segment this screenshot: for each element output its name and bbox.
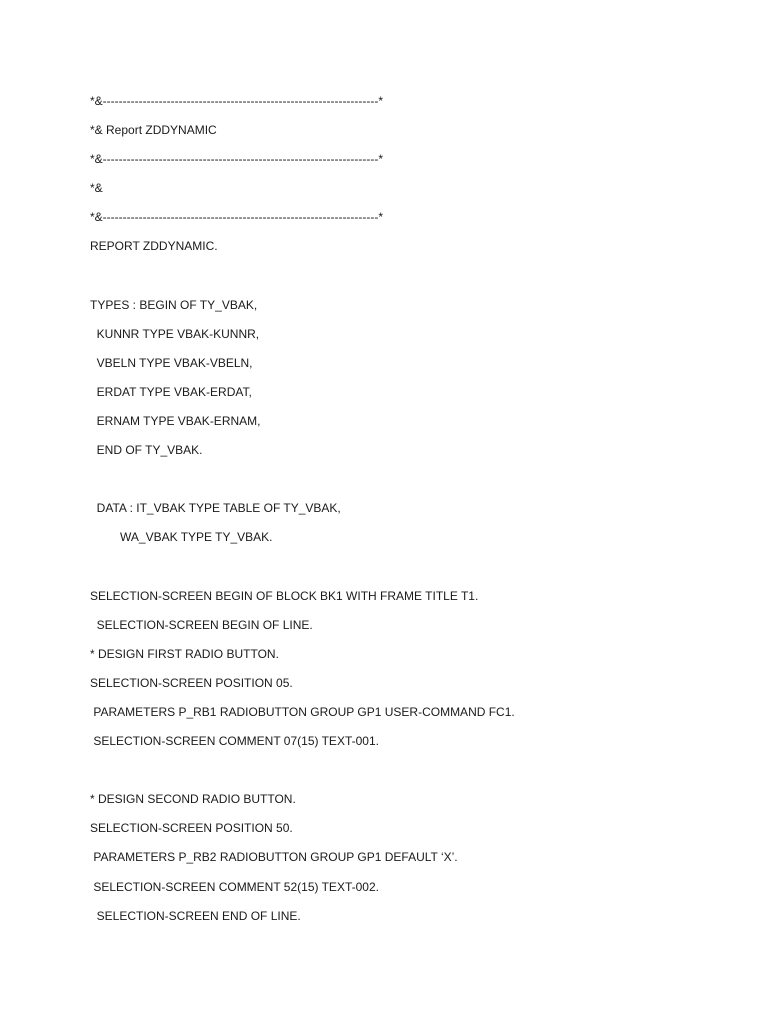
blank-line [90,267,730,296]
report-comment-line: *& Report ZDDYNAMIC [90,123,217,138]
data-declaration-line: WA_VBAK TYPE TY_VBAK. [90,530,273,545]
selection-screen-line: SELECTION-SCREEN COMMENT 07(15) TEXT-001. [90,734,379,749]
type-field-line: ERDAT TYPE VBAK-ERDAT, [90,384,252,399]
data-declaration-line: DATA : IT_VBAK TYPE TABLE OF TY_VBAK, [90,501,341,516]
types-begin-line: TYPES : BEGIN OF TY_VBAK, [90,297,258,312]
code-listing [90,92,730,936]
code-comment-line: * DESIGN FIRST RADIO BUTTON. [90,646,279,661]
comment-line: *& [90,181,103,196]
code-comment-line: * DESIGN SECOND RADIO BUTTON. [90,792,296,807]
type-field-line: ERNAM TYPE VBAK-ERNAM, [90,414,261,429]
selection-screen-line: SELECTION-SCREEN POSITION 50. [90,821,293,836]
report-statement-line: REPORT ZDDYNAMIC. [90,239,218,254]
blank-line [90,558,730,587]
selection-screen-line: SELECTION-SCREEN END OF LINE. [90,908,301,923]
comment-rule-line: *&---------------------------------------------------------------------* [90,152,384,167]
comment-rule-line: *&---------------------------------------------------------------------* [90,94,384,108]
type-field-line: VBELN TYPE VBAK-VBELN, [90,355,253,370]
selection-screen-line: SELECTION-SCREEN BEGIN OF BLOCK BK1 WITH FRAME TITLE T1. [90,588,479,603]
parameters-line: PARAMETERS P_RB1 RADIOBUTTON GROUP GP1 USER-COMMAND FC1. [90,704,515,719]
parameters-line: PARAMETERS P_RB2 RADIOBUTTON GROUP GP1 DEFAULT ‘X’. [90,850,458,865]
selection-screen-line: SELECTION-SCREEN POSITION 05. [90,675,293,690]
blank-line [90,470,730,499]
type-field-line: KUNNR TYPE VBAK-KUNNR, [90,326,260,341]
comment-rule-line: *&---------------------------------------------------------------------* [90,210,384,225]
selection-screen-line: SELECTION-SCREEN COMMENT 52(15) TEXT-002. [90,879,379,894]
types-end-line: END OF TY_VBAK. [90,443,203,458]
selection-screen-line: SELECTION-SCREEN BEGIN OF LINE. [90,617,313,632]
blank-line [90,761,730,790]
